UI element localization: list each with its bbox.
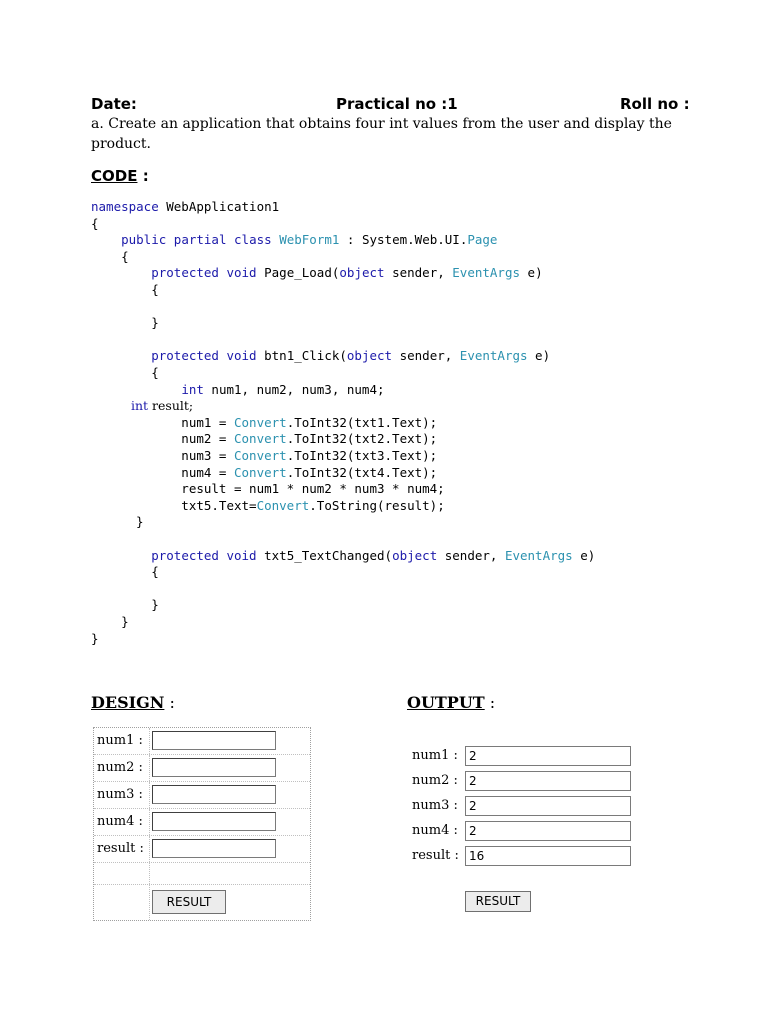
code-text: txt5_TextChanged( (256, 547, 393, 563)
code-keyword: object (392, 547, 438, 563)
code-text: txt5.Text= (91, 497, 257, 513)
output-heading-title: OUTPUT (407, 693, 485, 712)
design-label-num4: num4 : (97, 814, 143, 829)
code-line (91, 430, 437, 447)
code-line (91, 447, 437, 464)
code-text: } (91, 597, 159, 613)
code-line (91, 547, 595, 564)
code-text: result; (148, 398, 194, 414)
code-text: { (91, 248, 129, 264)
code-text (91, 348, 151, 363)
output-input-num1[interactable]: 2 (465, 746, 631, 766)
question-text-line2: product. (91, 136, 151, 152)
code-type: WebForm1 (279, 232, 340, 248)
design-cell-divider (149, 728, 150, 754)
code-text: Page_Load( (256, 265, 340, 281)
design-heading-title: DESIGN (91, 693, 165, 712)
design-cell-divider (149, 782, 150, 808)
design-input-num1[interactable] (152, 731, 276, 750)
output-heading (407, 693, 495, 712)
code-keyword: protected (151, 265, 219, 281)
design-cell-divider (149, 755, 150, 781)
code-keyword: partial (173, 232, 227, 248)
code-text (91, 548, 151, 563)
output-label-num4: num4 : (412, 823, 458, 838)
code-text: num4 = (91, 464, 234, 480)
design-form-table (93, 727, 311, 921)
code-text: sender, (384, 265, 453, 281)
code-text: } (91, 630, 99, 646)
code-type: Page (467, 232, 498, 248)
design-row-spacer (94, 863, 310, 885)
code-line (91, 347, 550, 364)
code-text: num1 = (91, 414, 234, 430)
design-input-num2[interactable] (152, 758, 276, 777)
code-type: Convert (234, 464, 287, 480)
design-row-result (94, 836, 310, 863)
code-text (226, 232, 234, 247)
code-text (91, 382, 181, 397)
output-label-num1: num1 : (412, 748, 458, 763)
code-keyword: int (131, 398, 149, 414)
design-heading-colon: : (164, 693, 175, 712)
code-text: .ToInt32(txt1.Text); (286, 414, 438, 430)
date-label: Date: (91, 95, 137, 113)
roll-number-label: Roll no : (620, 95, 690, 113)
code-text: sender, (437, 547, 505, 563)
code-heading-title: CODE (91, 167, 138, 185)
design-row-num1 (94, 728, 310, 755)
code-text: e) (572, 547, 596, 563)
code-heading (91, 167, 149, 185)
code-line (91, 198, 279, 215)
code-text (91, 265, 151, 280)
design-cell-divider (149, 885, 150, 920)
code-line (91, 480, 445, 497)
code-line (91, 264, 543, 281)
code-text: .ToString(result); (309, 497, 445, 513)
code-text: { (91, 564, 159, 580)
code-text (91, 232, 121, 247)
design-label-num3: num3 : (97, 787, 143, 802)
code-keyword: int (181, 381, 204, 397)
design-row-num4 (94, 809, 310, 836)
code-line (91, 281, 159, 298)
code-keyword: void (226, 348, 257, 364)
code-text: .ToInt32(txt2.Text); (286, 431, 438, 447)
design-label-num1: num1 : (97, 733, 143, 748)
design-row-button (94, 885, 310, 920)
output-input-num2[interactable]: 2 (465, 771, 631, 791)
design-cell-divider (149, 836, 150, 862)
code-type: Convert (256, 497, 310, 513)
code-type: EventArgs (459, 348, 528, 364)
design-input-result[interactable] (152, 839, 276, 858)
code-line (131, 397, 193, 414)
code-keyword: object (339, 265, 385, 281)
code-text: } (91, 315, 159, 331)
code-keyword: object (346, 348, 393, 364)
code-keyword: namespace (91, 199, 159, 214)
code-type: Convert (234, 448, 287, 463)
code-line (91, 563, 159, 580)
output-input-num4[interactable]: 2 (465, 821, 631, 841)
design-label-result: result : (97, 841, 144, 856)
code-type: EventArgs (452, 265, 521, 281)
design-row-num3 (94, 782, 310, 809)
code-line (91, 248, 129, 265)
code-text: { (91, 365, 159, 380)
design-label-num2: num2 : (97, 760, 143, 775)
code-text: { (91, 282, 159, 297)
output-input-num3[interactable]: 2 (465, 796, 631, 816)
output-label-num3: num3 : (412, 798, 458, 813)
design-input-num3[interactable] (152, 785, 276, 804)
code-line (91, 613, 129, 630)
code-text: result = num1 * num2 * num3 * num4; (91, 481, 445, 497)
design-result-button[interactable]: RESULT (152, 890, 226, 914)
code-text: sender, (392, 348, 460, 364)
code-keyword: protected (151, 348, 219, 364)
code-text: btn1_Click( (256, 348, 347, 364)
code-text: .ToInt32(txt3.Text); (286, 448, 438, 463)
code-line (91, 497, 445, 514)
code-line (91, 314, 159, 331)
code-line (91, 596, 159, 613)
code-line (91, 215, 99, 232)
output-input-result[interactable]: 16 (465, 846, 631, 866)
code-text: .ToInt32(txt4.Text); (286, 464, 438, 480)
code-type: Convert (234, 414, 287, 430)
output-heading-colon: : (484, 693, 496, 712)
code-keyword: class (234, 232, 272, 248)
code-keyword: void (226, 265, 257, 281)
question-text-line1: a. Create an application that obtains four int values from the user and display the (91, 116, 672, 132)
output-label-num2: num2 : (412, 773, 458, 788)
code-line (91, 381, 385, 398)
code-text: num3 = (91, 448, 234, 463)
design-row-num2 (94, 755, 310, 782)
code-keyword: protected (151, 547, 219, 563)
output-label-result: result : (412, 848, 459, 863)
code-keyword: public (121, 232, 167, 248)
code-line (136, 513, 144, 530)
code-text: } (136, 514, 144, 530)
code-type: EventArgs (504, 547, 573, 563)
design-cell-divider (149, 809, 150, 835)
code-heading-colon: : (137, 167, 149, 185)
code-type: Convert (234, 431, 287, 447)
design-input-num4[interactable] (152, 812, 276, 831)
code-keyword: void (226, 547, 257, 563)
code-text: { (91, 215, 99, 231)
code-text: } (91, 614, 129, 629)
code-line (91, 414, 437, 431)
code-text: : System.Web.UI. (339, 232, 468, 248)
output-result-button[interactable]: RESULT (465, 891, 531, 912)
code-line (91, 364, 159, 381)
code-text: num2 = (91, 431, 234, 447)
code-line (91, 630, 99, 647)
code-text: num1, num2, num3, num4; (203, 381, 385, 397)
design-heading (91, 693, 175, 712)
code-text: e) (520, 265, 543, 281)
code-line (91, 231, 497, 248)
code-text (166, 232, 174, 247)
practical-number: Practical no :1 (336, 95, 458, 113)
code-text: WebApplication1 (158, 199, 280, 214)
code-text: e) (527, 348, 551, 364)
design-cell-divider (149, 863, 150, 884)
code-line (91, 464, 437, 481)
